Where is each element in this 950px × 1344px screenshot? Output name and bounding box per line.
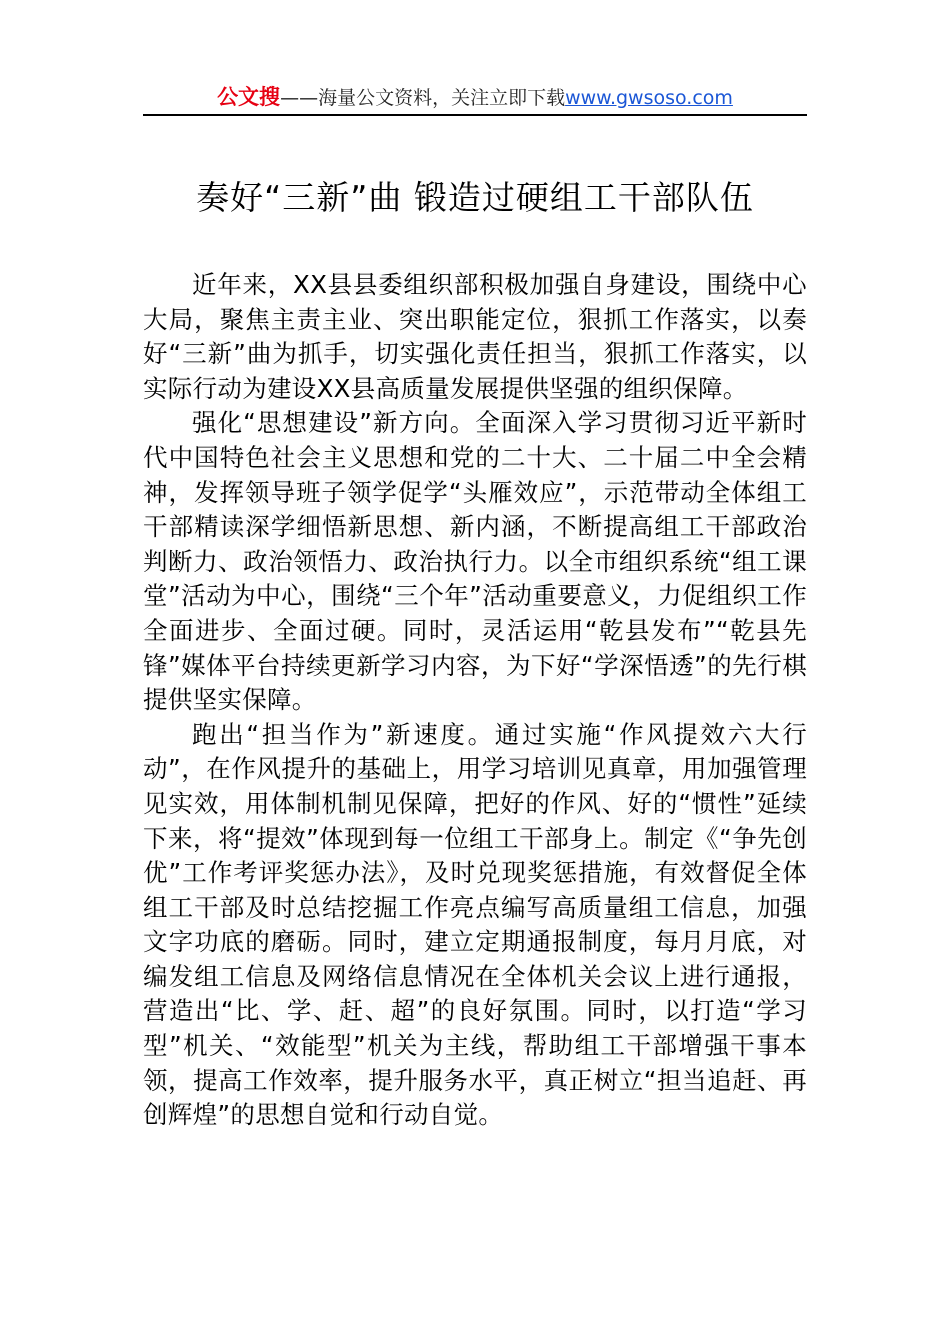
site-link[interactable]: www.gwsoso.com [565,87,733,109]
page-header [143,82,807,116]
header-tagline: ——海量公文资料，关注立即下载 [280,87,566,109]
header-divider [143,114,807,116]
paragraph-responsibility: 跑出“担当作为”新速度。通过实施“作风提效六大行动”，在作风提升的基础上，用学习培训见真章，用加强管理见实效，用体制机制见保障，把好的作风、好的“惯性”延续下来，将“提效”体现到每一位组工干部身上。制定《“争先创优”工作考评奖惩办法》，及时兑现奖惩措施，有效督促全体组工干部及时总结挖掘工作亮点编写高质量组工信息，加强文字功底的磨砺。同时，建立定期通报制度，每月月底，对编发组工信息及网络信息情况在全体机关会议上进行通报，营造出“比、学、赶、超”的良好氛围。同时，以打造“学习型”机关、“效能型”机关为主线，帮助组工干部增强干事本领，提高工作效率，提升服务水平，真正树立“担当追赶、再创辉煌”的思想自觉和行动自觉。 [143,719,807,1130]
document-body [143,268,807,1133]
paragraph-thought-building: 强化“思想建设”新方向。全面深入学习贯彻习近平新时代中国特色社会主义思想和党的二十大、二十届二中全会精神，发挥领导班子领学促学“头雁效应”，示范带动全体组工干部精读深学细悟新思想、新内涵，不断提高组工干部政治判断力、政治领悟力、政治执行力。以全市组织系统“组工课堂”活动为中心，围绕“三个年”活动重要意义，力促组织工作全面进步、全面过硬。同时，灵活运用“乾县发布”“乾县先锋”媒体平台持续更新学习内容，为下好“学深悟透”的先行棋提供坚实保障。 [143,408,807,715]
paragraph-intro: 近年来，XX县县委组织部积极加强自身建设，围绕中心大局，聚焦主责主业、突出职能定位，狠抓工作落实，以奏好“三新”曲为抓手，切实强化责任担当，狠抓工作落实，以实际行动为建设XX县高质量发展提供坚强的组织保障。 [143,270,807,403]
document-title: 奏好“三新”曲 锻造过硬组工干部队伍 [196,178,754,217]
brand-logo-text: 公文搜 [217,85,281,109]
